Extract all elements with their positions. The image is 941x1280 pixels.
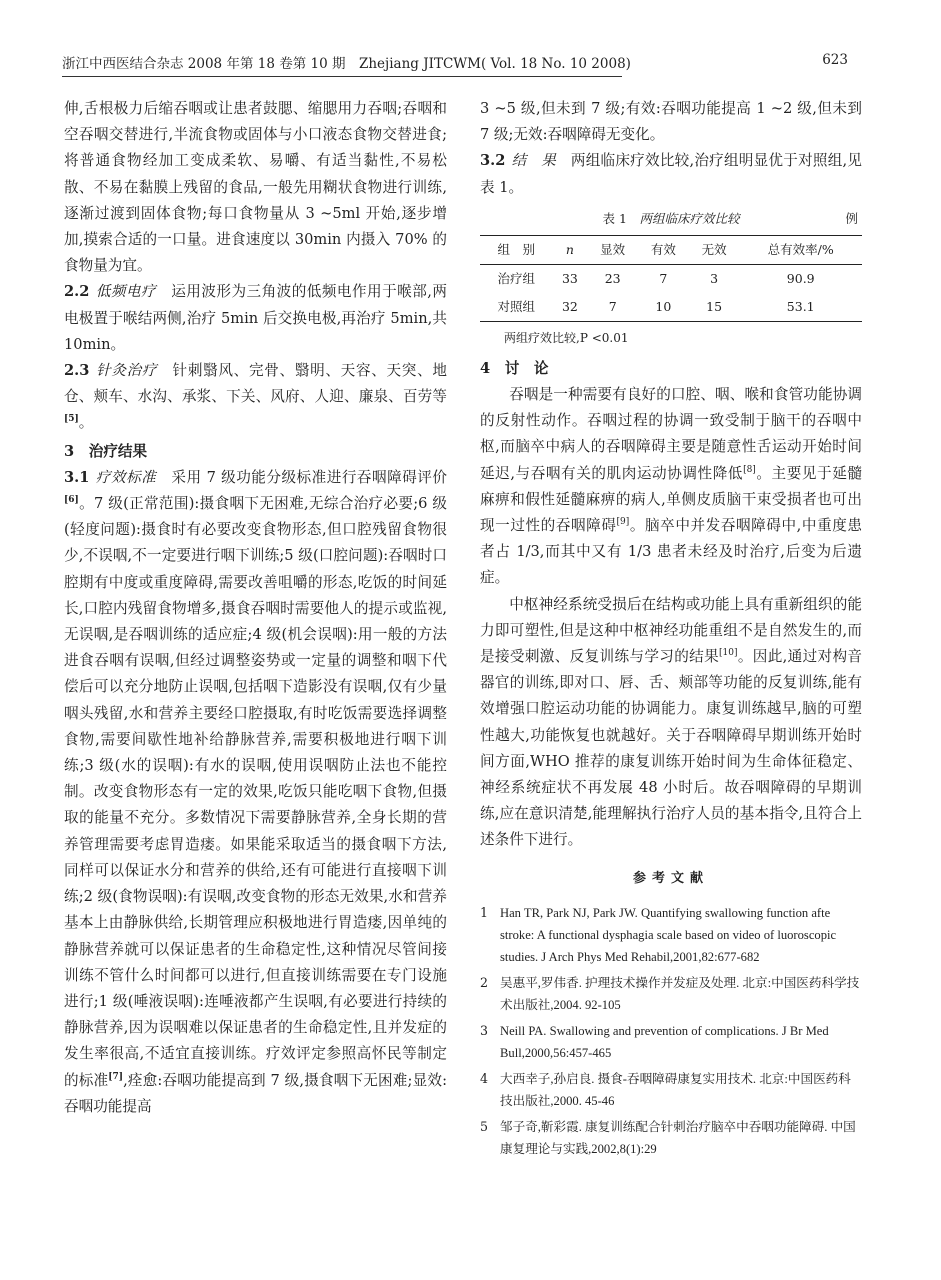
results-table-block <box>480 209 862 348</box>
table-row <box>480 264 862 293</box>
table-cell: 7 <box>659 270 668 286</box>
section-number: 3.1 <box>64 468 90 486</box>
left-column <box>64 96 447 1120</box>
table-cell: 15 <box>706 298 723 314</box>
citation-ref: [8] <box>743 464 756 475</box>
table-note: 两组疗效比较,P <0.01 <box>504 330 629 345</box>
reference-number: 5 <box>480 1118 489 1134</box>
table-cell: 33 <box>561 270 578 286</box>
section-keyword: 结 果 <box>511 152 557 170</box>
reference-number: 1 <box>480 904 489 920</box>
page-number: 623 <box>822 52 848 68</box>
efficacy-table <box>480 235 862 322</box>
section-number: 3.2 <box>480 152 506 170</box>
table-cell: 对照组 <box>497 298 536 314</box>
table-header-cell: 组 别 <box>497 241 536 257</box>
table-cell: 3 <box>710 270 719 286</box>
section-number: 2.2 <box>64 283 90 301</box>
paragraph-feeding-training: 伸,舌根极力后缩吞咽或让患者鼓腮、缩腮用力吞咽;吞咽和空吞咽交替进行,半流食物或固体与小口液态食物交替进食;将普通食物经加工变成柔软、易嚼、有适当黏性,不易松散、不易在黏膜上残留的食品,一般先用糊状食物进行训练,逐渐过渡到固体食物;每口食物量从 3 ~5ml 开始,逐步增加,摸索合适的一口量。进食速度以 30min 内摄入 70% 的食物量为宜。 <box>64 100 447 275</box>
header-rule <box>62 76 622 77</box>
reference-number: 4 <box>480 1070 489 1086</box>
reference-text: 吴惠平,罗伟香. 护理技术操作并发症及处理. 北京:中国医药科学技术出版社,2004. 92-105 <box>500 975 860 1012</box>
section-2-3: 2.3 针灸治疗 针刺翳风、完骨、翳明、天容、天突、地仓、颊车、水沟、承浆、下关、风府、人迎、廉泉、百劳等[5]。 <box>64 362 447 432</box>
reference-list <box>480 902 862 1160</box>
table-cell: 53.1 <box>786 298 815 314</box>
table-cell: 治疗组 <box>497 270 536 286</box>
section-body: 运用波形为三角波的低频电作用于喉部,两电极置于喉结两侧,治疗 5min 后交换电极,再治疗 5min,共 10min。 <box>64 283 447 353</box>
table-cell: 32 <box>561 298 578 314</box>
section-keyword: 针灸治疗 <box>95 362 158 380</box>
reference-number: 2 <box>480 974 489 990</box>
table-header-cell: 无效 <box>701 241 727 257</box>
section-keyword: 低频电疗 <box>95 283 157 301</box>
discussion-paragraph-1: 吞咽是一种需要有良好的口腔、咽、喉和食管功能协调的反射性动作。吞咽过程的协调一致受制于脑干的吞咽中枢,而脑卒中病人的吞咽障碍主要是随意性舌运动开始时间延迟,与吞咽有关的肌肉运动协调性降低[8]。主要见于延髓麻痹和假性延髓麻痹的病人,单侧皮质脑干束受损者也可出现一过性的吞咽障碍[9]。脑卒中并发吞咽障碍中,中重度患者占 1/3,而其中又有 1/3 患者未经及时治疗,后变为后遗症。 <box>480 386 862 587</box>
discussion-paragraph-2: 中枢神经系统受损后在结构或功能上具有重新组织的能力即可塑性,但是这种中枢神经功能重组不是自然发生的,而是接受刺激、反复训练与学习的结果[10]。因此,通过对构音器官的训练,即对口、唇、舌、颊部等功能的反复训练,能有效增强口腔运动功能的协调能力。康复训练越早,脑的可塑性越大,功能恢复也就越好。关于吞咽障碍早期训练开始时间方面,WHO 推荐的康复训练开始时间为生命体征稳定、神经系统症状不再发展 48 小时后。故吞咽障碍的早期训练,应在意识清楚,能理解执行治疗人员的基本指令,且符合上述条件下进行。 <box>480 595 862 849</box>
section-4-heading: 4 讨 论 <box>480 359 549 377</box>
table-cell: 23 <box>604 270 621 286</box>
reference-text: 邹子奇,靳彩霞. 康复训练配合针刺治疗脑卒中吞咽功能障碍. 中国康复理论与实践,2002,8(1):29 <box>500 1119 856 1156</box>
reference-item <box>480 1068 862 1112</box>
citation-ref: [6] <box>64 495 79 506</box>
section-3-2 <box>480 148 862 200</box>
table-number: 表 1 <box>602 210 627 226</box>
section-body: 两组临床疗效比较,治疗组明显优于对照组,见表 1。 <box>480 152 862 196</box>
section-3-heading: 3 治疗结果 <box>64 442 148 460</box>
reference-number: 3 <box>480 1022 489 1038</box>
table-cell: 90.9 <box>786 270 815 286</box>
reference-item <box>480 902 862 968</box>
reference-item <box>480 972 862 1016</box>
section-keyword: 疗效标准 <box>95 468 157 486</box>
citation-ref: [7] <box>108 1071 124 1082</box>
table-header-row <box>480 235 862 264</box>
reference-text: Neill PA. Swallowing and prevention of complications. J Br Med Bull,2000,56:457-465 <box>500 1023 829 1060</box>
table-header-cell: 总有效率/% <box>767 241 834 257</box>
table-header-cell: 有效 <box>650 241 676 257</box>
right-column <box>480 96 862 1164</box>
citation-ref: [9] <box>616 517 630 528</box>
section-number: 2.3 <box>64 362 90 380</box>
table-title: 两组临床疗效比较 <box>639 210 740 226</box>
citation-ref: [10] <box>719 648 738 659</box>
running-header <box>62 52 848 74</box>
section-body: 针刺翳风、完骨、翳明、天容、天突、地仓、颊车、水沟、承浆、下关、风府、人迎、廉泉、百劳等 <box>64 362 447 406</box>
section-3-1: 3.1 疗效标准 采用 7 级功能分级标准进行吞咽障碍评价[6]。7 级(正常范围):摄食咽下无困难,无综合治疗必要;6 级(轻度问题):摄食时有必要改变食物形态,但口腔残留食物很少,不误咽,不一定要进行咽下训练;5 级(口腔问题):吞咽时口腔期有中度或重度障碍,需要改善咀嚼的形态,吃饭的时间延长,口腔内残留食物增多,摄食吞咽时需要他人的提示或监视,无误咽,是吞咽训练的适应症;4 级(机会误咽):用一般的方法进食吞咽有误咽,但经过调整姿势或一定量的调整和咽下代偿后可以充分地防止误咽,包括咽下造影没有误咽,仅有少量咽头残留,水和营养主要经口腔摄取,有时吃饭需要选择调整食物,需要间歇性地补给静脉营养,需要积极地进行咽下训练;3 级(水的误咽):有水的误咽,使用误咽防止法也不能控制。改变食物形态有一定的效果,吃饭只能吃咽下食物,但摄取的能量不充分。多数情况下需要静脉营养,全身长期的营养管理需要考虑胃造瘘。如果能采取适当的摄食咽下方法,同样可以保证水分和营养的供给,还有可能进行直接咽下训练;2 级(食物误咽):有误咽,改变食物的形态无效果,水和营养基本上由静脉供给,长期管理应积极地进行胃造瘘,因单纯的静脉营养就可以保证患者的生命稳定性,这种情况尽管间接训练不管什么时间都可以进行,但直接训练需要在专门设施进行;1 级(唾液误咽):连唾液都产生误咽,有必要进行持续的静脉营养,因为误咽难以保证患者的生命稳定性,且并发症的发生率很高,不适宜直接训练。疗效评定参照高怀民等制定的标准[7],痊愈:吞咽功能提高到 7 级,摄食咽下无困难;显效:吞咽功能提高 <box>64 468 447 1115</box>
table-row <box>480 293 862 322</box>
reference-text: Han TR, Park NJ, Park JW. Quantifying swallowing function afte stroke: A functional dysphagia scale based on video of luoroscopic studies. J Arch Phys Med Rehabil,2001,82:677-682 <box>500 905 837 964</box>
table-cell: 7 <box>608 298 617 314</box>
paragraph-criteria-continued: 3 ~5 级,但未到 7 级;有效:吞咽功能提高 1 ~2 级,但未到 7 级;无效:吞咽障碍无变化。 <box>480 100 862 144</box>
table-caption <box>480 209 862 231</box>
section-2-2 <box>64 279 447 358</box>
table-cell: 10 <box>655 298 672 314</box>
table-header-cell: 显效 <box>600 241 626 257</box>
reference-item <box>480 1020 862 1064</box>
journal-citation: 浙江中西医结合杂志 2008 年第 18 卷第 10 期 Zhejiang JITCWM( Vol. 18 No. 10 2008) <box>62 56 631 72</box>
table-unit: 例 <box>845 210 858 226</box>
reference-text: 大西幸子,孙启良. 摄食-吞咽障碍康复实用技术. 北京:中国医药科技出版社,2000. 45-46 <box>500 1071 851 1108</box>
citation-ref: [5] <box>64 414 79 425</box>
table-header-cell: n <box>565 241 574 257</box>
reference-item <box>480 1116 862 1160</box>
references-heading: 参考文献 <box>632 870 709 886</box>
